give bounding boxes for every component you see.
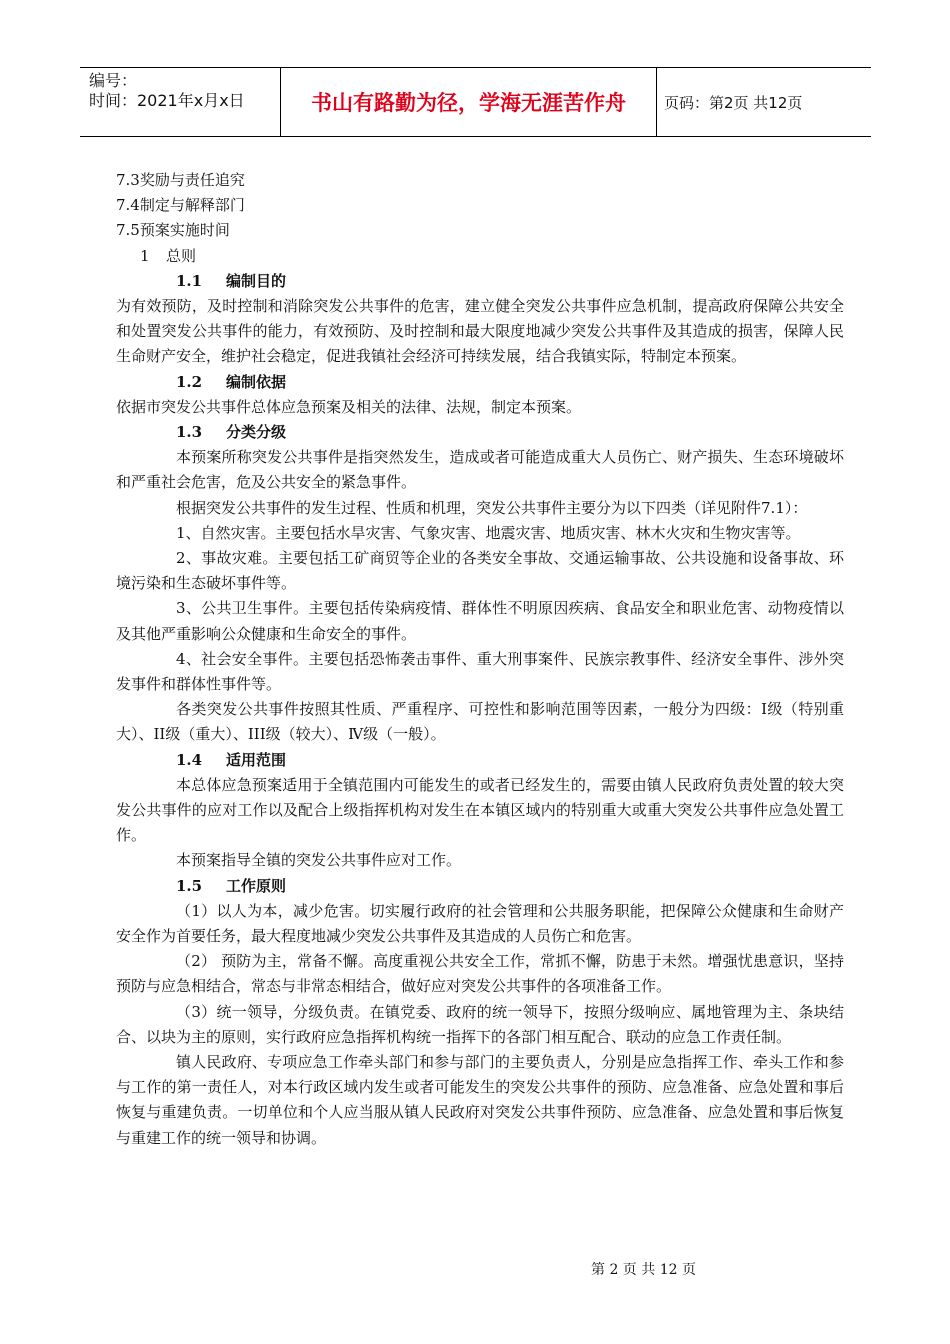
header-meta [80, 68, 281, 136]
document-time-label: 时间：2021年x月x日 [89, 91, 245, 110]
section-heading-1-5 [116, 874, 844, 899]
document-number-label: 编号： [89, 71, 138, 90]
section-title: 编制目的 [226, 271, 287, 290]
paragraph: 4、社会安全事件。主要包括恐怖袭击事件、重大刑事案件、民族宗教事件、经济安全事件、涉外突发事件和群体性事件等。 [116, 649, 844, 693]
toc-item: 7.3奖励与责任追究 [116, 171, 245, 189]
toc-item: 7.4制定与解释部门 [116, 196, 245, 215]
paragraph: 本总体应急预案适用于全镇范围内可能发生的或者已经发生的，需要由镇人民政府负责处置的较大突发公共事件的应对工作以及配合上级指挥机构对发生在本镇区域内的特别重大或重大突发公共事件应急处置工作。 [116, 775, 844, 845]
paragraph: （3）统一领导，分级负责。在镇党委、政府的统一领导下，按照分级响应、属地管理为主、条块结合、以块为主的原则，实行政府应急指挥机构统一指挥下的各部门相互配合、联动的应急工作责任制。 [116, 1002, 844, 1046]
section-number: 1.2 [176, 372, 203, 391]
paragraph: 根据突发公共事件的发生过程、性质和机理，突发公共事件主要分为以下四类（详见附件7.1）： [176, 498, 808, 517]
header-motto: 书山有路勤为径，学海无涯苦作舟 [281, 68, 657, 136]
section-number: 1 [140, 246, 150, 265]
paragraph: 本预案所称突发公共事件是指突然发生，造成或者可能造成重大人员伤亡、财产损失、生态环境破坏和严重社会危害，危及公共安全的紧急事件。 [116, 448, 844, 492]
paragraph: 3、公共卫生事件。主要包括传染病疫情、群体性不明原因疾病、食品安全和职业危害、动物疫情以及其他严重影响公众健康和生命安全的事件。 [116, 599, 844, 643]
paragraph: 各类突发公共事件按照其性质、严重程序、可控性和影响范围等因素，一般分为四级：Ⅰ级（特别重大）、II级（重大）、III级（较大）、Ⅳ级（一般）。 [116, 700, 844, 744]
section-title: 分类分级 [226, 422, 287, 441]
section-number: 1.1 [176, 271, 203, 290]
paragraph: 本预案指导全镇的突发公共事件应对工作。 [176, 851, 462, 870]
page-footer: 第 2 页 共 12 页 [591, 1262, 696, 1278]
section-title: 总则 [166, 246, 197, 265]
section-title: 适用范围 [226, 750, 287, 769]
section-number: 1.4 [176, 750, 203, 769]
header-page-number: 页码：第2页 共12页 [664, 93, 803, 112]
section-number: 1.3 [176, 422, 203, 441]
section-heading-1-1 [116, 269, 844, 294]
paragraph: （2） 预防为主，常备不懈。高度重视公共安全工作，常抓不懈，防患于未然。增强忧患意识，坚持预防与应急相结合，常态与非常态相结合，做好应对突发公共事件的各项准备工作。 [116, 952, 844, 996]
paragraph: 1、自然灾害。主要包括水旱灾害、气象灾害、地震灾害、地质灾害、林木火灾和生物灾害等。 [176, 523, 801, 542]
paragraph: 为有效预防，及时控制和消除突发公共事件的危害，建立健全突发公共事件应急机制，提高政府保障公共安全和处置突发公共事件的能力，有效预防、及时控制和最大限度地减少突发公共事件及其造成的损害，保障人民生命财产安全，维护社会稳定，促进我镇社会经济可持续发展，结合我镇实际，特制定本预案。 [116, 296, 844, 366]
paragraph: 2、事故灾难。主要包括工矿商贸等企业的各类安全事故、交通运输事故、公共设施和设备事故、环境污染和生态破坏事件等。 [116, 548, 844, 593]
section-heading-1 [116, 244, 844, 269]
paragraph: （1）以人为本，减少危害。切实履行政府的社会管理和公共服务职能，把保障公众健康和生命财产安全作为首要任务，最大程度地减少突发公共事件及其造成的人员伤亡和危害。 [116, 901, 844, 945]
section-title: 编制依据 [226, 372, 287, 391]
section-number: 1.5 [176, 876, 203, 895]
section-heading-1-3 [116, 420, 844, 445]
section-title: 工作原则 [226, 876, 287, 895]
page-header [80, 67, 871, 137]
section-heading-1-2 [116, 370, 844, 395]
paragraph: 镇人民政府、专项应急工作牵头部门和参与部门的主要负责人，分别是应急指挥工作、牵头工作和参与工作的第一责任人，对本行政区域内发生或者可能发生的突发公共事件的预防、应急准备、应急处置和事后恢复与重建负责。一切单位和个人应当服从镇人民政府对突发公共事件预防、应急准备、应急处置和事后恢复与重建工作的统一领导和协调。 [116, 1052, 844, 1147]
document-body [116, 168, 844, 1151]
section-heading-1-4 [116, 748, 844, 773]
toc-item: 7.5预案实施时间 [116, 221, 230, 240]
paragraph: 依据市突发公共事件总体应急预案及相关的法律、法规，制定本预案。 [116, 397, 582, 416]
